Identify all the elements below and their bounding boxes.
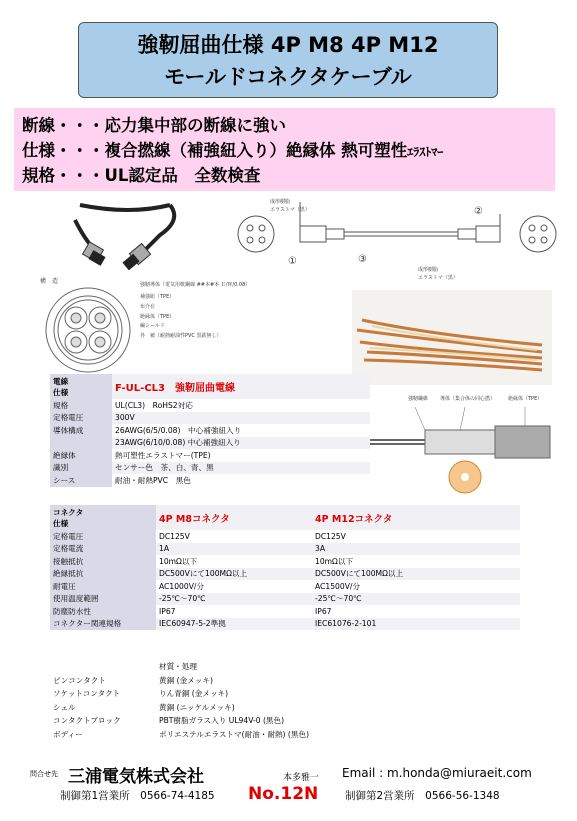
table-row xyxy=(50,618,520,631)
table-cell: 10mΩ以下 xyxy=(315,556,354,566)
table-cell: 絶縁体 xyxy=(50,449,112,462)
feature-1: 断線・・・応力集中部の断線に強い xyxy=(22,116,286,135)
feature-2: 仕様・・・複合撚線（補強紐入り）絶縁体 熱可塑性ｴﾗｽﾄﾏｰ xyxy=(22,141,444,160)
office-1: 制御第1営業所 0566-74-4185 xyxy=(60,790,215,802)
table-row xyxy=(50,555,520,568)
table-cell: -25℃～70℃ xyxy=(312,593,520,606)
table-row xyxy=(50,674,470,688)
table-cell: 絶縁抵抗 xyxy=(50,568,156,581)
connector-spec-table xyxy=(50,505,520,630)
elastomer-label-1: エラストマ（黒） xyxy=(270,207,310,213)
cd-label-fiber: 強靭繊維 xyxy=(408,396,429,402)
table-cell: 熱可塑性エラストマー(TPE) xyxy=(115,450,211,460)
elastomer-label-2: エラストマ（黒） xyxy=(418,275,458,281)
table-row xyxy=(50,437,370,450)
mold-label-1: 成形樹脂 xyxy=(270,199,291,205)
connector-spec-header: コネクタ 仕様 xyxy=(50,505,156,530)
table-cell: りん青銅 (金メッキ) xyxy=(159,689,229,699)
table-cell: 耐油・耐熱PVC 黒色 xyxy=(115,475,191,485)
table-row xyxy=(50,687,470,701)
xs-label-sheath: 外 被（耐熱耐油性PVC 黒鉄無し） xyxy=(140,333,222,339)
table-cell xyxy=(50,660,156,674)
company-name: 三浦電気株式会社 xyxy=(68,767,204,787)
table-row xyxy=(50,412,370,425)
xs-label-reinforce: 補強紐（TPE） xyxy=(140,294,175,300)
table-cell: 300V xyxy=(112,412,370,425)
table-row xyxy=(50,474,370,487)
col-m12: 4P M12コネクタ xyxy=(312,505,520,530)
table-row xyxy=(50,568,520,581)
mold-label-2: 成形樹脂 xyxy=(418,267,439,273)
xs-label-insulator: 絶縁体（TPE） xyxy=(140,314,175,320)
table-cell: -25℃～70℃ xyxy=(156,593,312,606)
copper-wire-photo xyxy=(352,290,552,385)
table-row xyxy=(50,399,370,412)
table-cell: 3A xyxy=(312,543,520,556)
table-cell: 黄銅 (金メッキ) xyxy=(159,675,213,685)
table-cell: IP67 xyxy=(159,606,176,616)
table-row xyxy=(50,449,370,462)
xs-label-conductor: 強靭導体（電気用軟鋼線 ##本#本 Ｅ/Ｗ/0.08） xyxy=(140,282,251,288)
cross-section-diagram xyxy=(40,283,140,378)
table-cell: シェル xyxy=(53,702,76,712)
features-box xyxy=(14,108,555,191)
catalog-number: No.12N xyxy=(248,784,319,804)
table-cell: AC1000V/分 xyxy=(159,581,205,591)
table-cell: 定格電圧 xyxy=(50,530,156,543)
email-link[interactable]: Email : m.honda@miuraeit.com xyxy=(342,766,532,780)
inquiry-label: 問合せ先 xyxy=(30,770,58,778)
cd-label-conductor: 導体（集合体の同心撚） xyxy=(440,396,496,402)
table-cell: DC125V xyxy=(315,531,346,541)
table-row xyxy=(50,593,520,606)
table-cell: センサー色 茶、白、青、黒 xyxy=(112,462,370,475)
table-cell: 規格 xyxy=(50,399,112,412)
table-cell: 使用温度範囲 xyxy=(50,593,156,606)
table-row xyxy=(50,580,520,593)
table-cell: 1A xyxy=(156,543,312,556)
table-cell: UL(CL3) RoHS2対応 xyxy=(115,400,193,410)
feature-3: 規格・・・UL認定品 全数検査 xyxy=(22,166,261,185)
materials-table xyxy=(50,660,470,741)
table-row xyxy=(50,714,470,728)
connector-header-row xyxy=(50,505,520,530)
table-row xyxy=(50,462,370,475)
table-cell: 23AWG(6/10/0.08) 中心補強紐入り xyxy=(112,437,370,450)
footer xyxy=(0,760,577,821)
table-cell xyxy=(50,437,112,450)
table-cell: 26AWG(6/5/0.08) 中心補強紐入り xyxy=(115,425,242,435)
wire-spec-table xyxy=(50,374,370,487)
table-cell: DC125V xyxy=(159,531,190,541)
cable-photo xyxy=(70,195,190,275)
table-cell: DC500Vにて100MΩ以上 xyxy=(156,568,312,581)
table-cell: 定格電圧 xyxy=(50,412,112,425)
table-cell: ピンコンタクト xyxy=(53,675,106,685)
structure-title: 構 造 xyxy=(40,278,59,285)
wire-name: F-UL-CL3 強靭屈曲電線 xyxy=(112,374,370,399)
title-line-1: 強靭屈曲仕様 4P M8 4P M12 xyxy=(137,33,439,57)
table-cell: 耐電圧 xyxy=(50,580,156,593)
table-cell: 識別 xyxy=(50,462,112,475)
conductor-diagram xyxy=(365,402,560,497)
table-cell: 防塵防水性 xyxy=(50,605,156,618)
materials-header-row xyxy=(50,660,470,674)
table-cell: シース xyxy=(50,474,112,487)
table-row xyxy=(50,701,470,715)
title-line-2: モールドコネクタケーブル xyxy=(164,65,412,89)
table-cell: コンタクトブロック xyxy=(53,716,121,726)
table-cell: DC500Vにて100MΩ以上 xyxy=(312,568,520,581)
title-box xyxy=(78,22,498,98)
xs-label-shield: 編シールド xyxy=(140,323,165,329)
wire-spec-header-row xyxy=(50,374,370,399)
wire-spec-header: 電線 仕様 xyxy=(50,374,112,399)
table-cell: 導体構成 xyxy=(50,424,112,437)
table-cell: ポリエステルエラストマ(耐油・耐熱) (黒色) xyxy=(159,729,310,739)
cd-label-insulator: 絶縁体（TPE） xyxy=(508,396,543,402)
table-row xyxy=(50,530,520,543)
table-row xyxy=(50,728,470,742)
table-cell: ボディー xyxy=(53,729,83,739)
table-row xyxy=(50,424,370,437)
office-2: 制御第2営業所 0566-56-1348 xyxy=(345,790,500,802)
table-row xyxy=(50,543,520,556)
table-cell: コネクター関連規格 xyxy=(50,618,156,631)
table-cell: 10mΩ以下 xyxy=(159,556,198,566)
table-cell: IP67 xyxy=(315,606,332,616)
contact-name: 本多雅一 xyxy=(283,773,320,783)
table-cell: ソケットコンタクト xyxy=(53,689,121,699)
callout-2: ② xyxy=(474,206,483,217)
callout-3: ③ xyxy=(358,254,367,265)
table-row xyxy=(50,605,520,618)
table-cell: 定格電流 xyxy=(50,543,156,556)
table-cell: IEC61076-2-101 xyxy=(312,618,520,631)
table-cell: PBT樹脂ガラス入り UL94V-0 (黒色) xyxy=(159,716,285,726)
col-m8: 4P M8コネクタ xyxy=(156,505,312,530)
table-cell: AC1500V/分 xyxy=(315,581,361,591)
callout-1: ① xyxy=(288,256,297,267)
table-cell: IEC60947-5-2準拠 xyxy=(156,618,312,631)
materials-header: 材質・処理 xyxy=(159,662,197,672)
table-cell: 黄銅 (ニッケルメッキ) xyxy=(159,702,235,712)
table-cell: 接触抵抗 xyxy=(50,555,156,568)
xs-label-filler: 布介在 xyxy=(140,304,156,310)
